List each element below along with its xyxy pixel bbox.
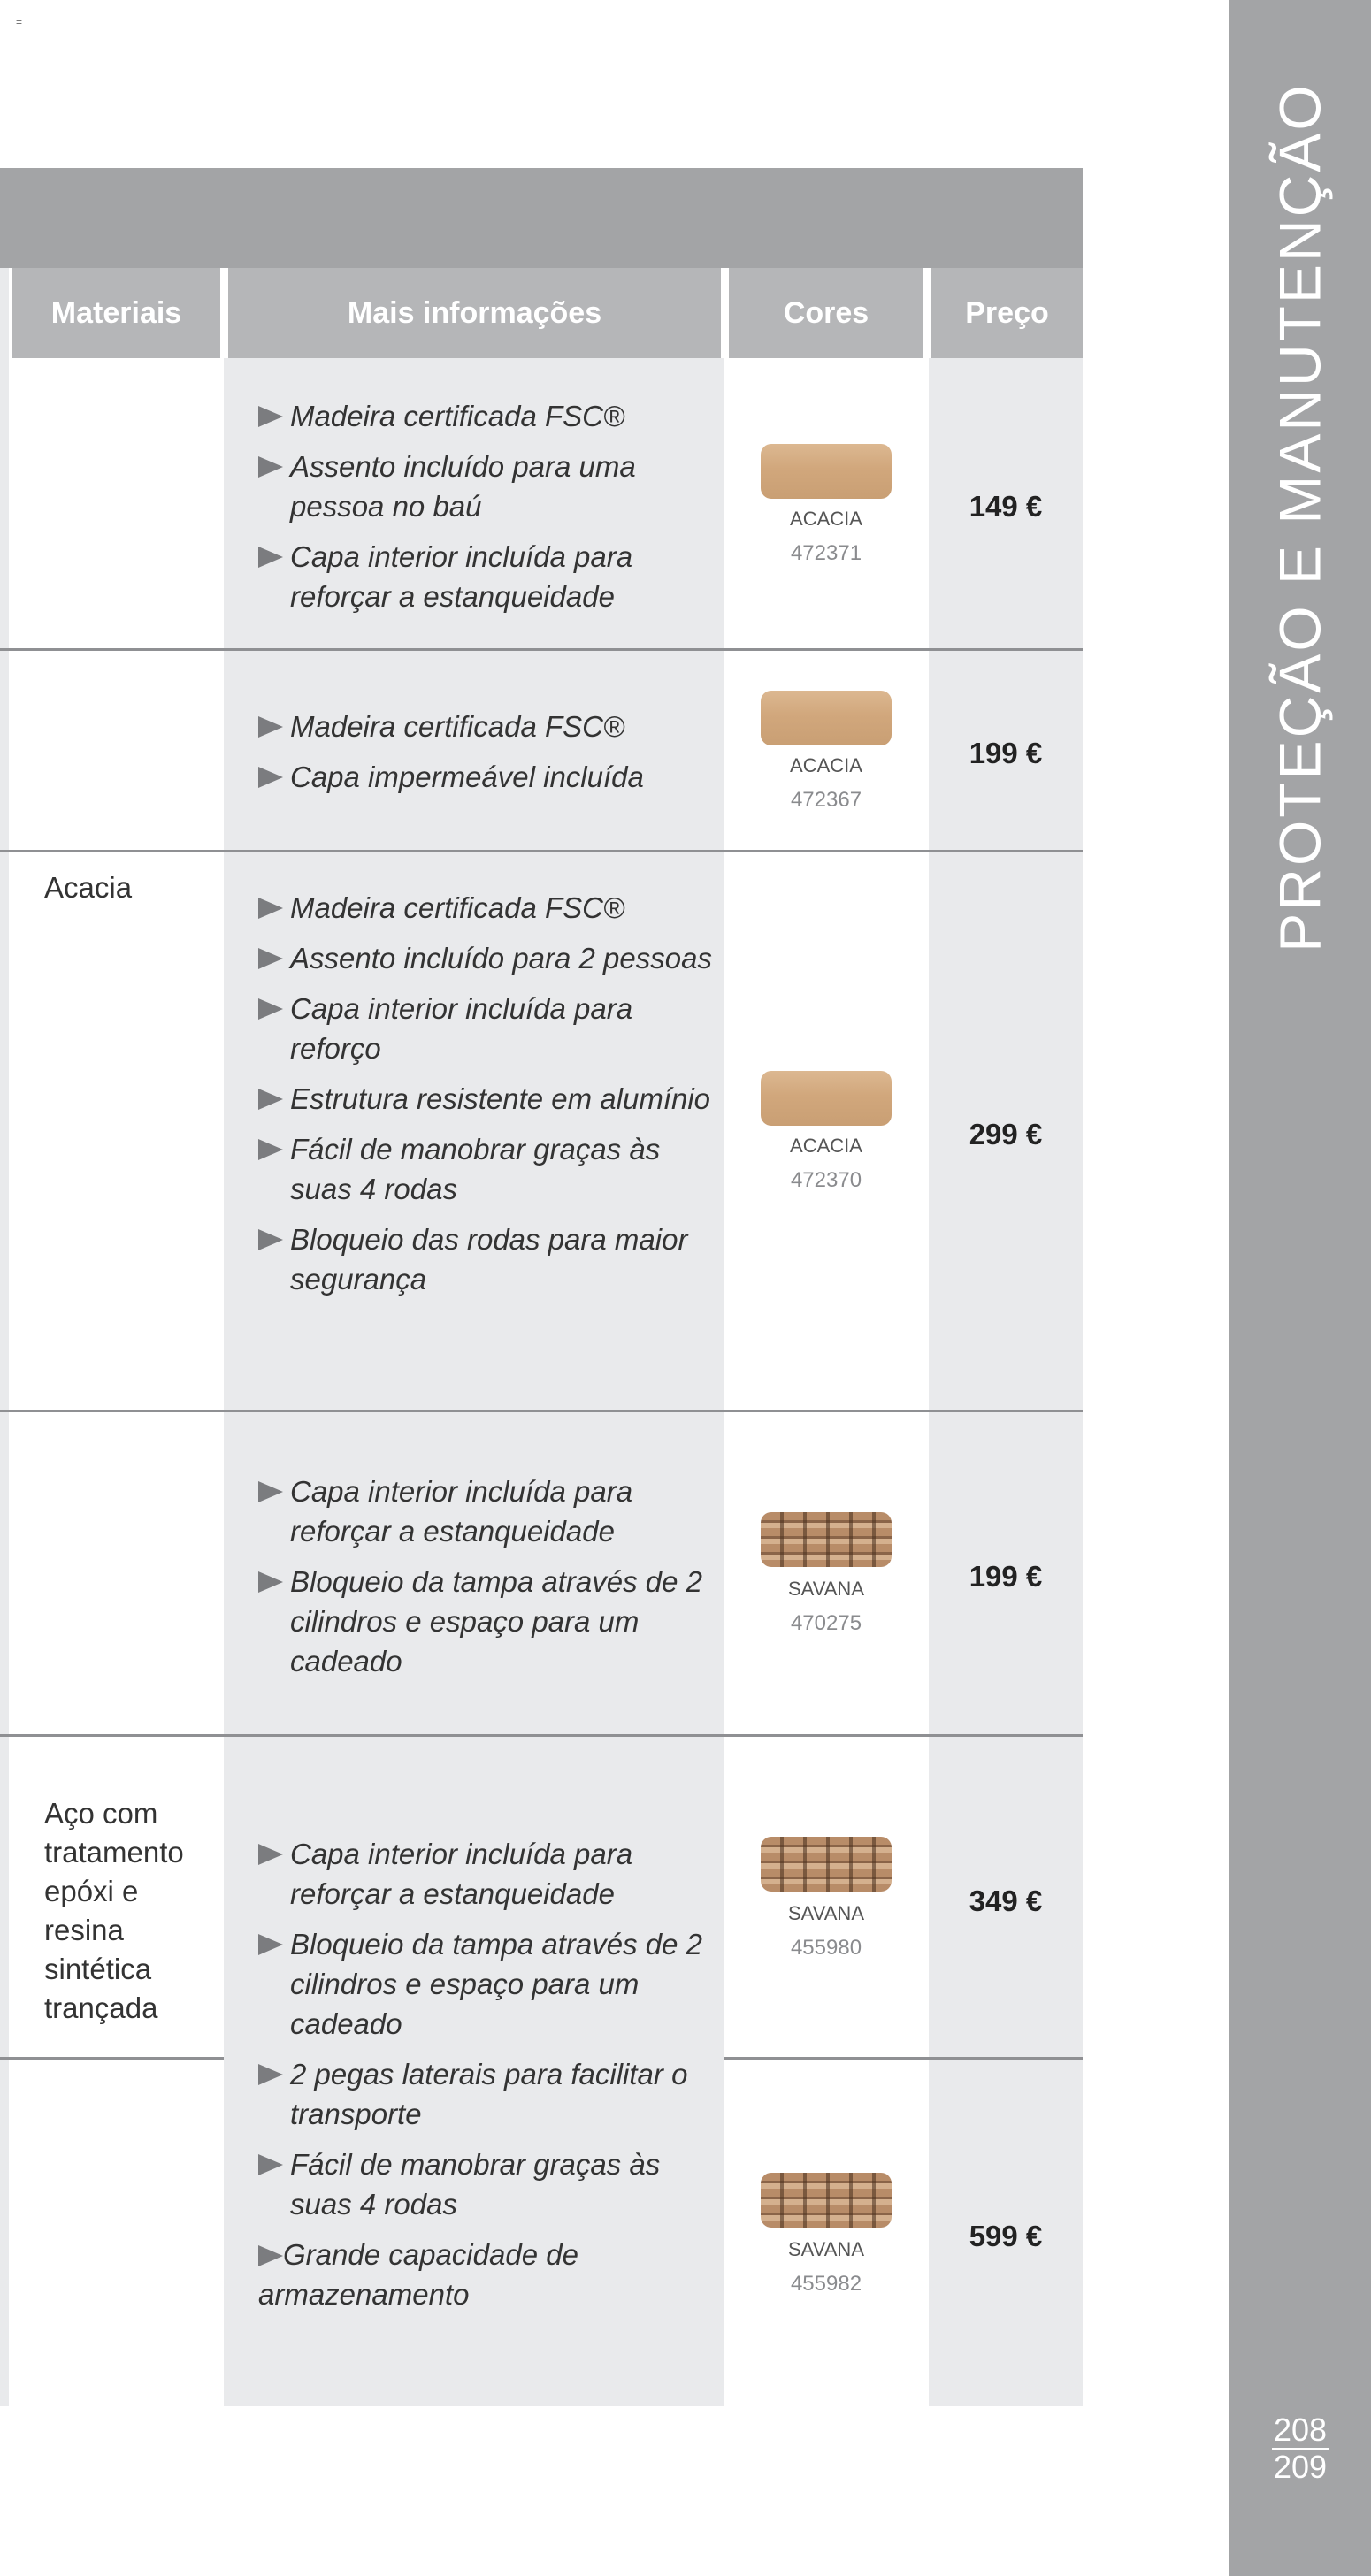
bullet-arrow-icon — [258, 406, 283, 427]
list-item: Bloqueio da tampa através de 2 cilindros e espaço para um cadeado — [258, 1924, 718, 2044]
bullet-arrow-icon — [258, 547, 283, 568]
color-code: 455980 — [790, 1936, 862, 1960]
color-swatch-acacia — [761, 1071, 892, 1126]
bullet-arrow-icon — [258, 948, 283, 969]
list-item: Assento incluído para 2 pessoas — [258, 938, 718, 978]
list-item: Madeira certificada FSC® — [258, 888, 718, 928]
list-item: Grande capacidade de armazenamento — [258, 2238, 578, 2311]
bullet-arrow-icon — [258, 1934, 283, 1955]
bullet-arrow-icon — [258, 1844, 283, 1865]
color-name: SAVANA — [788, 1578, 864, 1600]
row-5-info — [258, 1834, 718, 2325]
color-swatch-savana — [761, 1837, 892, 1892]
bullet-arrow-icon — [258, 1229, 283, 1250]
row-divider — [0, 1734, 1083, 1737]
list-item: Assento incluído para uma pessoa no baú — [258, 447, 718, 526]
list-item: Capa interior incluída para reforçar a estanqueidade — [258, 537, 718, 616]
list-item: 2 pegas laterais para facilitar o transporte — [258, 2054, 718, 2134]
list-item: Fácil de manobrar graças às suas 4 rodas — [258, 2144, 718, 2224]
list-item: Capa impermeável incluída — [258, 757, 718, 797]
list-item: Capa interior incluída para reforçar a estanqueidade — [258, 1834, 718, 1914]
side-title — [1229, 80, 1371, 955]
header-info: Mais informações — [228, 268, 721, 358]
bullet-arrow-icon — [258, 456, 283, 478]
list-item: Madeira certificada FSC® — [258, 396, 718, 436]
color-swatch-acacia — [761, 444, 892, 499]
price: 149 € — [969, 490, 1043, 523]
color-name: ACACIA — [790, 508, 862, 530]
row-2-info — [258, 707, 718, 807]
material-acacia: Acacia — [44, 871, 133, 904]
price-column-bg — [929, 358, 1083, 2406]
list-item: Madeira certificada FSC® — [258, 707, 718, 746]
bullet-arrow-icon — [258, 2154, 283, 2175]
row-divider — [0, 850, 1083, 852]
list-item: Fácil de manobrar graças às suas 4 rodas — [258, 1129, 718, 1209]
color-code: 472367 — [790, 788, 862, 812]
list-item: Capa interior incluída para reforçar a estanqueidade — [258, 1471, 718, 1551]
color-code: 472371 — [790, 541, 862, 565]
bullet-arrow-icon — [258, 716, 283, 738]
color-name: SAVANA — [788, 2238, 864, 2260]
row-3-info — [258, 888, 718, 1310]
bullet-arrow-icon — [258, 998, 283, 1020]
price: 599 € — [969, 2220, 1043, 2252]
bullet-arrow-icon — [258, 1139, 283, 1160]
header-price: Preço — [931, 268, 1083, 358]
row-divider — [0, 648, 1083, 651]
bullet-arrow-icon — [258, 1571, 283, 1593]
bullet-arrow-icon — [258, 898, 283, 919]
color-swatch-savana — [761, 1512, 892, 1567]
price: 299 € — [969, 1118, 1043, 1150]
color-name: ACACIA — [790, 754, 862, 776]
list-item: Bloqueio da tampa através de 2 cilindros e espaço para um cadeado — [258, 1562, 718, 1681]
color-swatch-acacia — [761, 691, 892, 745]
material-steel-resin: Aço com tratamento epóxi e resina sintética trançada — [44, 1797, 184, 2024]
bullet-arrow-icon — [258, 2064, 283, 2085]
color-swatch-savana — [761, 2173, 892, 2228]
row-divider — [0, 2057, 224, 2060]
page-number-right: 209 — [1273, 2449, 1328, 2485]
bullet-arrow-icon — [258, 1089, 283, 1110]
list-item: Bloqueio das rodas para maior segurança — [258, 1219, 718, 1299]
price: 199 € — [969, 1560, 1043, 1593]
page-number-left: 208 — [1273, 2412, 1328, 2448]
color-code: 455982 — [790, 2272, 862, 2296]
table-top-bar — [0, 168, 1083, 268]
header-colors: Cores — [729, 268, 923, 358]
section-title: PROTEÇÃO E MANUTENÇÃO — [1268, 82, 1333, 952]
left-edge-column — [0, 268, 9, 2406]
color-code: 470275 — [790, 1611, 862, 1635]
color-name: SAVANA — [788, 1902, 864, 1924]
bullet-arrow-icon — [258, 1481, 283, 1502]
bullet-arrow-icon — [258, 767, 283, 788]
header-materials: Materiais — [12, 268, 220, 358]
color-name: ACACIA — [790, 1135, 862, 1157]
page-numbers — [1229, 2412, 1371, 2485]
row-divider — [0, 1410, 1083, 1412]
corner-mark: = — [16, 16, 23, 28]
list-item: Capa interior incluída para reforço — [258, 989, 718, 1068]
price: 349 € — [969, 1884, 1043, 1917]
row-4-info — [258, 1471, 718, 1692]
bullet-arrow-icon — [258, 2245, 283, 2266]
price: 199 € — [969, 737, 1043, 769]
row-1-info — [258, 396, 718, 627]
color-code: 472370 — [790, 1168, 862, 1192]
row-divider — [724, 2057, 1083, 2060]
list-item: Estrutura resistente em alumínio — [258, 1079, 718, 1119]
